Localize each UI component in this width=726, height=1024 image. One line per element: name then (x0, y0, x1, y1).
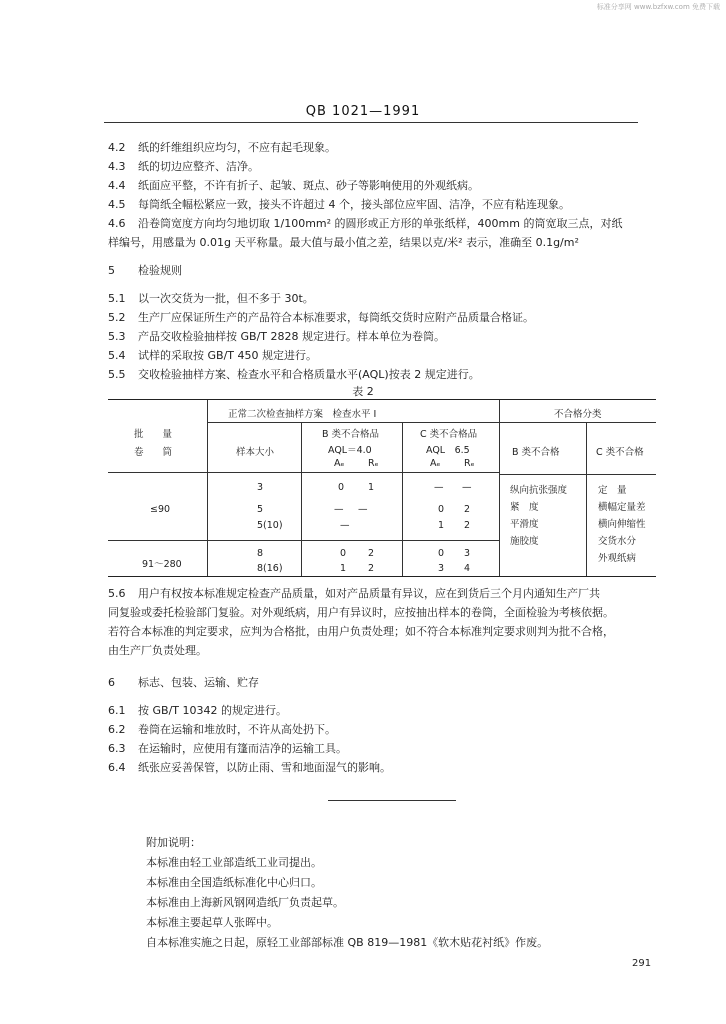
clause-6-3: 6.3 在运输时，应使用有篷而洁净的运输工具。 (108, 742, 347, 755)
table-hline (499, 474, 656, 475)
table-hline (108, 540, 499, 541)
cell-batch: ≤90 (150, 504, 171, 515)
sampling-table (108, 399, 656, 577)
b-defect-item: 纵向抗张强度 (510, 485, 568, 496)
note-line: 本标准由轻工业部造纸工业司提出。 (146, 856, 322, 869)
c-defect-item: 交货水分 (598, 536, 637, 547)
cell-b-re: — (358, 504, 368, 515)
table-header-b-defect: B 类不合格 (512, 447, 560, 458)
clause-4-2: 4.2 纸的纤维组织应均匀，不应有起毛现象。 (108, 141, 336, 154)
clause-5-6-cont: 若符合本标准的判定要求，应判为合格批，由用户负责处理；如不符合本标准判定要求则判为批不合格， (108, 625, 614, 638)
table-header-defect: 不合格分类 (554, 409, 602, 420)
header-rule (104, 122, 638, 123)
b-defect-item: 施胶度 (510, 536, 539, 547)
cell-c-re: — (462, 482, 472, 493)
b-defect-item: 紧 度 (510, 502, 539, 513)
table-caption: 表 2 (352, 385, 374, 398)
cell-c-ac: 1 (438, 520, 445, 531)
table-vline (301, 422, 302, 576)
table-header-c-aql: AQL 6.5 (426, 445, 470, 456)
table-header-plan: 正常二次检查抽样方案 检查水平 I (228, 409, 377, 420)
table-header-c-class: C 类不合格品 (420, 429, 478, 440)
cell-b-re: 1 (368, 482, 375, 493)
page-header: QB 1021—1991 (305, 104, 421, 119)
clause-4-4: 4.4 纸面应平整，不许有折子、起皱、斑点、砂子等影响使用的外观纸病。 (108, 179, 479, 192)
table-vline (402, 422, 403, 576)
page-number: 291 (632, 958, 652, 969)
clause-4-3: 4.3 纸的切边应整齐、洁净。 (108, 160, 259, 173)
table-vline (586, 422, 587, 576)
cell-c-re: 4 (464, 563, 471, 574)
clause-5-6-cont: 同复验或委托检验部门复验。对外观纸病，用户有异议时，应按抽出样本的卷筒，全面检验为考核依据。 (108, 606, 614, 619)
cell-c-re: 2 (464, 520, 471, 531)
section-5-heading: 5 检验规则 (108, 264, 182, 277)
section-6-heading: 6 标志、包装、运输、贮存 (108, 676, 259, 689)
b-defect-item: 平滑度 (510, 519, 539, 530)
table-header-b-re: Rₑ (368, 458, 379, 469)
table-header-c-ac: Aₑ (430, 458, 441, 469)
clause-5-2: 5.2 生产厂应保证所生产的产品符合本标准要求，每筒纸交货时应附产品质量合格证。 (108, 311, 534, 324)
cell-b-ac: 0 (338, 482, 345, 493)
table-header-batch: 批 量 (134, 429, 173, 440)
clause-6-1: 6.1 按 GB/T 10342 的规定进行。 (108, 704, 287, 717)
table-hline (207, 422, 656, 423)
cell-b-ac: 0 (340, 548, 347, 559)
clause-4-6-cont: 样编号，用感量为 0.01g 天平称量。最大值与最小值之差，结果以克/米² 表示，准确至 0.1g/m² (108, 236, 579, 249)
note-line: 本标准主要起草人张晖中。 (146, 916, 278, 929)
clause-4-5: 4.5 每筒纸全幅松紧应一致，接头不许超过 4 个，接头部位应牢固、洁净，不应有粘连现象。 (108, 198, 570, 211)
cell-b-ac: — (340, 520, 350, 531)
cell-c-re: 2 (464, 504, 471, 515)
clause-5-6-cont: 由生产厂负责处理。 (108, 644, 207, 657)
c-defect-item: 定 量 (598, 485, 627, 496)
cell-c-ac: 0 (438, 504, 445, 515)
clause-6-4: 6.4 纸张应妥善保管，以防止雨、雪和地面湿气的影响。 (108, 761, 391, 774)
cell-b-re: 2 (368, 548, 375, 559)
cell-b-ac: — (334, 504, 344, 515)
c-defect-item: 外观纸病 (598, 553, 637, 564)
clause-5-4: 5.4 试样的采取按 GB/T 450 规定进行。 (108, 349, 317, 362)
clause-5-1: 5.1 以一次交货为一批，但不多于 30t。 (108, 292, 314, 305)
cell-batch: 91～280 (142, 559, 182, 570)
note-line: 本标准由上海新风钢网造纸厂负责起草。 (146, 896, 344, 909)
cell-c-ac: 3 (438, 563, 445, 574)
cell-size: 8(16) (257, 563, 283, 574)
clause-6-2: 6.2 卷筒在运输和堆放时，不许从高处扔下。 (108, 723, 336, 736)
cell-c-ac: — (434, 482, 444, 493)
table-vline (207, 400, 208, 576)
cell-size: 5 (257, 504, 264, 515)
c-defect-item: 横向伸缩性 (598, 519, 646, 530)
table-hline (108, 472, 499, 473)
clause-5-3: 5.3 产品交收检验抽样按 GB/T 2828 规定进行。样本单位为卷筒。 (108, 330, 445, 343)
notes-title: 附加说明： (146, 836, 201, 849)
cell-b-ac: 1 (340, 563, 347, 574)
note-line: 自本标准实施之日起，原轻工业部部标准 QB 819—1981《软木贴花衬纸》作废。 (146, 936, 549, 949)
table-vline (499, 400, 500, 576)
cell-size: 3 (257, 482, 264, 493)
section-separator (328, 800, 456, 801)
cell-c-re: 3 (464, 548, 471, 559)
clause-5-5: 5.5 交收检验抽样方案、检查水平和合格质量水平(AQL)按表 2 规定进行。 (108, 368, 480, 381)
cell-b-re: 2 (368, 563, 375, 574)
table-header-b-aql: AQL＝4.0 (328, 445, 372, 456)
cell-size: 8 (257, 548, 264, 559)
clause-4-6: 4.6 沿卷筒宽度方向均匀地切取 1/100mm² 的圆形或正方形的单张纸样，400mm 的筒宽取三点，对纸 (108, 217, 623, 230)
table-header-c-re: Rₑ (464, 458, 475, 469)
clause-5-6: 5.6 用户有权按本标准规定检查产品质量，如对产品质量有异议，应在到货后三个月内通知生产厂共 (108, 587, 600, 600)
table-header-sample-size: 样本大小 (236, 447, 275, 458)
table-header-c-defect: C 类不合格 (596, 447, 644, 458)
table-header-batch-unit: 卷 筒 (134, 447, 173, 458)
c-defect-item: 横幅定量差 (598, 502, 646, 513)
cell-size: 5(10) (257, 520, 283, 531)
table-header-b-class: B 类不合格品 (322, 429, 380, 440)
watermark: 标准分享网 www.bzfxw.com 免费下载 (596, 3, 720, 11)
table-header-b-ac: Aₑ (334, 458, 345, 469)
note-line: 本标准由全国造纸标准化中心归口。 (146, 876, 322, 889)
cell-c-ac: 0 (438, 548, 445, 559)
